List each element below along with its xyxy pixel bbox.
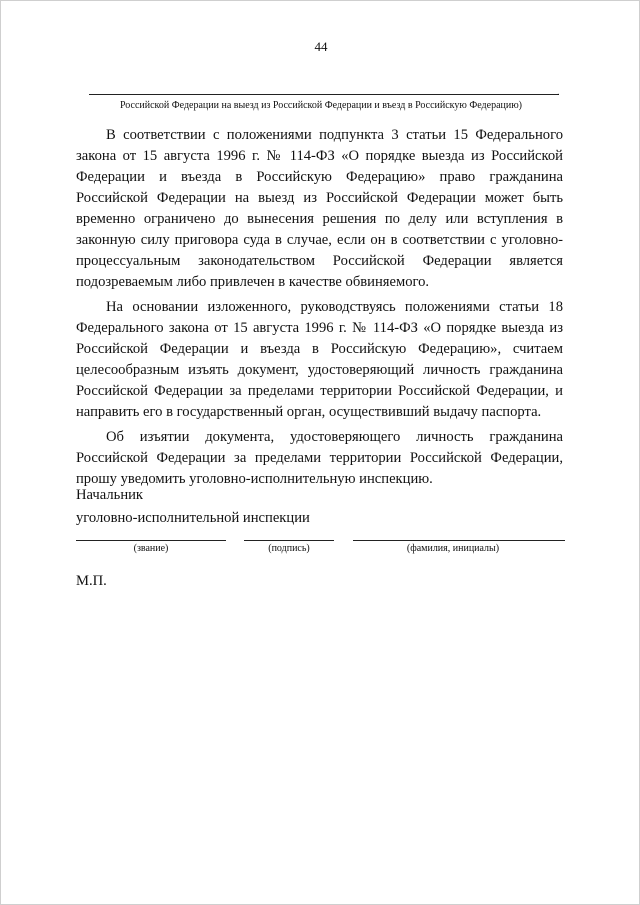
rank-caption: (звание) xyxy=(133,543,169,554)
name-caption: (фамилия, инициалы) xyxy=(406,543,500,554)
signatory-title xyxy=(76,484,310,530)
signature-caption: (подпись) xyxy=(268,543,310,554)
signatory-title-line1: Начальник xyxy=(76,487,144,503)
signatory-title-line2: уголовно-исполнительной инспекции xyxy=(76,510,310,526)
paragraph-request: Об изъятии документа, удостоверяющего личность гражданина Российской Федерации за пределами территории Российской Федерации, прошу уведомить уголовно-исполнительную инспекцию. xyxy=(76,429,563,487)
paragraph-decision: На основании изложенного, руководствуясь положениями статьи 18 Федерального закона от 15 августа 1996 г. № 114-ФЗ «О порядке выезда из Российской Федерации и въезда в Российскую Федерацию», считаем целесообразным изъять документ, удостоверяющий личность гражданина Российской Федерации за пределами территории Российской Федерации, и направить его в государственный орган, осуществивший выдачу паспорта. xyxy=(76,299,563,420)
signature-line xyxy=(244,540,334,541)
document-body xyxy=(76,125,563,494)
page-number: 44 xyxy=(314,39,328,54)
header-mark: . xyxy=(557,87,560,98)
name-line xyxy=(353,540,565,541)
header-rule xyxy=(89,94,559,95)
rank-line xyxy=(76,540,226,541)
header-caption: Российской Федерации на выезд из Российской Федерации и въезд в Российскую Федерацию) xyxy=(119,100,523,111)
stamp-place-label: М.П. xyxy=(76,573,107,589)
paragraph-legal-basis: В соответствии с положениями подпункта 3 статьи 15 Федерального закона от 15 августа 1996 г. № 114-ФЗ «О порядке выезда из Российской Федерации и въезда в Российскую Федерацию» право гражданина Российской Федерации на выезд из Российской Федерации может быть временно ограничено до вынесения решения по делу или вступления в законную силу приговора суда в случае, если он в соответствии с уголовно-процессуальным законодательством Российской Федерации является подозреваемым либо привлечен в качестве обвиняемого. xyxy=(76,127,563,290)
